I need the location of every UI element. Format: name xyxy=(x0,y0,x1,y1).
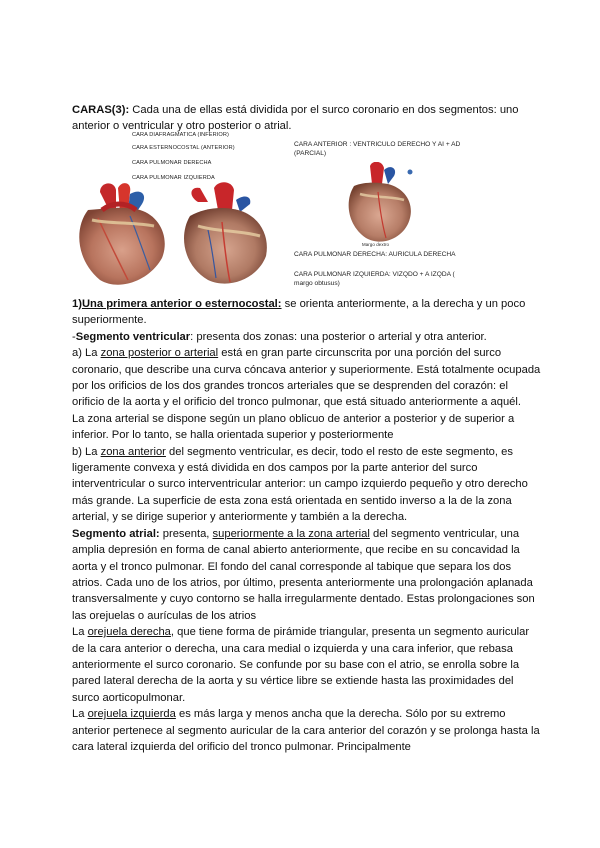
orejuela-derecha-prefix: La xyxy=(72,626,88,639)
intro-text: Cada una de ellas está dividida por el surco coronario en dos segmentos: uno anterior o ventricular y otro posterior o atrial. xyxy=(72,104,519,132)
zona-posterior-term: zona posterior o arterial xyxy=(100,347,219,360)
heart-illustration-posterior xyxy=(178,182,270,290)
orejuela-derecha-term: orejuela derecha xyxy=(87,626,171,639)
section-1-paragraph xyxy=(72,296,542,329)
segmento-atrial-text: del segmento ventricular, una amplia depresión en forma de canal abierto anteriormente, que recibe en su concavidad la aorta y el tronco pulmonar. El fondo del canal corresponde al tabique que separa los dos atrios. Cada uno de los atrios, por último, presenta anteriormente una prolongación aplanada transversalmente y cuyo contorno se halla irregularmente dentado. Estas prolongaciones son las orejuelas o aurículas de los atrios xyxy=(72,527,535,622)
zona-posterior-text: está en gran parte circunscrita por una porción del surco coronario, que describe una curva cóncava anterior y superiormente. Está totalmente ocupada por los orificios de los dos grandes troncos arteriales que se desprenden del corazón: el orificio de la aorta y el orificio del tronco pulmonar, que está situado anteriormente a aquél. xyxy=(72,347,541,409)
caption-diafragmatica: CARA DIAFRAGMATICA (INFERIOR) xyxy=(132,132,229,138)
orejuela-derecha-paragraph xyxy=(72,624,542,706)
segmento-ventricular-title: Segmento ventricular xyxy=(75,330,191,343)
zona-anterior-paragraph xyxy=(72,444,542,526)
zona-arterial-paragraph: La zona arterial se dispone según un plano oblicuo de anterior a posterior y de superior a inferior. Por lo tanto, se halla orientada superior y posteriormente xyxy=(72,412,515,442)
section-1-text: se orienta anteriormente, a la derecha y un poco superiormente. xyxy=(72,298,526,327)
segmento-ventricular-text: : presenta dos zonas: una posterior o arterial y otra anterior. xyxy=(190,330,487,343)
caption-margo-dextro: Margo dextro xyxy=(362,242,390,247)
orejuela-derecha-text: , que tiene forma de pirámide triangular, presenta un segmento auricular de la cara anterior o derecha, una cara medial o izquierda y una cara inferior, que rebasa anteriormente el surco coronario. Se confunde por su base con el atrio, se enrolla sobre la pared lateral derecha de la aorta y su vértice libre se extiende hasta las proximidades del surco aorticopulmonar. xyxy=(72,626,530,704)
segmento-atrial-term: superiormente a la zona arterial xyxy=(212,527,370,540)
orejuela-izquierda-term: orejuela izquierda xyxy=(87,708,176,721)
caption-cara-anterior: CARA ANTERIOR : VENTRICULO DERECHO Y AI + AD (PARCIAL) xyxy=(294,141,461,157)
section-1-number: 1) xyxy=(72,298,82,310)
caption-pulmonar-izquierda: CARA PULMONAR IZQUIERDA xyxy=(132,175,215,181)
zona-anterior-term: zona anterior xyxy=(100,445,166,458)
orejuela-izquierda-text: es más larga y menos ancha que la derecha. Sólo por su extremo anterior pertenece al segmento auricular de la cara anterior del corazón y se prolonga hasta la cara lateral izquierda del orificio del tronco pulmonar. Principalmente xyxy=(72,708,540,753)
segmento-atrial-paragraph xyxy=(72,526,542,624)
segmento-ventricular-paragraph xyxy=(72,329,542,345)
section-1-title: Una primera anterior o esternocostal: xyxy=(81,298,282,310)
segmento-ventricular-dash: - xyxy=(72,330,76,343)
zona-anterior-text: del segmento ventricular, es decir, todo el resto de este segmento, es ligeramente convexa y está dividida en dos campos por la parte anterior del surco interventricular o surco interventricular anterior: un campo izquierdo pequeño y otro derecho más grande. La superficie de esta zona está orientada en sentido inverso a la de la zona arterial, y se dirige superior y anteriormente y también a la derecha. xyxy=(72,445,528,524)
caption-cara-pulmonar-izquierda: CARA PULMONAR IZQUIERDA: VIZQDO + A IZQDA ( margo obtusus) xyxy=(294,271,455,287)
caption-pulmonar-derecha: CARA PULMONAR DERECHA xyxy=(132,160,212,166)
zona-posterior-paragraph xyxy=(72,345,542,411)
zona-posterior-prefix: a) La xyxy=(72,347,101,360)
caption-esternocostal: CARA ESTERNOCOSTAL (ANTERIOR) xyxy=(132,145,235,151)
heart-figure xyxy=(70,132,540,292)
heart-illustration-anterior xyxy=(70,180,170,290)
zona-anterior-prefix: b) La xyxy=(72,445,101,458)
orejuela-izquierda-paragraph xyxy=(72,706,542,755)
caption-cara-pulmonar-derecha: CARA PULMONAR DERECHA: AURICULA DERECHA xyxy=(294,251,456,258)
segmento-atrial-title: Segmento atrial: xyxy=(72,527,160,540)
intro-paragraph xyxy=(72,102,542,134)
caras-heading: CARAS(3): xyxy=(72,104,130,116)
orejuela-izquierda-prefix: La xyxy=(72,708,88,721)
segmento-atrial-mid: presenta, xyxy=(159,527,213,540)
heart-illustration-right xyxy=(344,162,414,246)
body-text xyxy=(72,296,542,755)
